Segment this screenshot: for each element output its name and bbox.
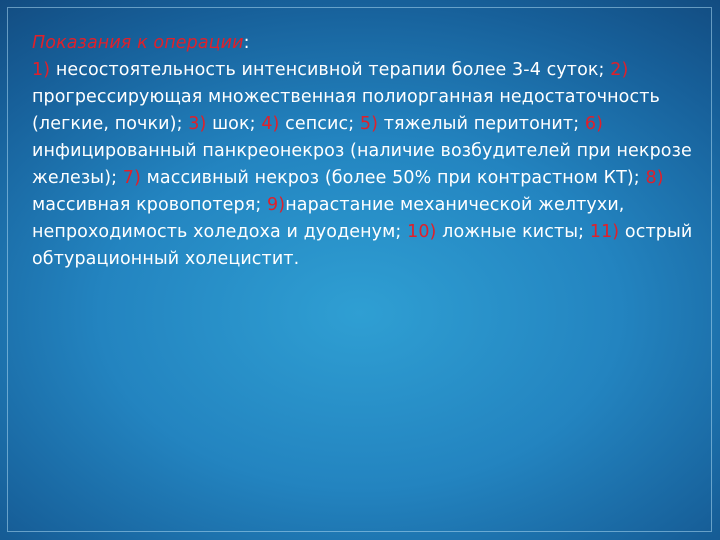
item-number-5: 5)	[359, 114, 379, 134]
item-text-4: сепсис;	[279, 114, 360, 134]
item-text-7: массивный некроз (более 50% при контрастном КТ);	[140, 168, 646, 188]
item-text-6: инфицированный панкреонекроз (наличие возбудителей при некрозе железы);	[32, 141, 692, 188]
item-text-1: несостоятельность интенсивной терапии более 3-4 суток;	[50, 60, 611, 80]
item-text-11: острый обтурационный холецистит.	[32, 222, 693, 269]
item-text-3: шок;	[206, 114, 262, 134]
item-number-9: 9)	[267, 195, 286, 215]
item-number-1: 1)	[32, 60, 51, 80]
item-text-2: прогрессирующая множественная полиорганная недостаточность (легкие, почки);	[32, 87, 660, 134]
item-number-2: 2)	[610, 60, 629, 80]
item-text-5: тяжелый перитонит;	[378, 114, 585, 134]
item-number-10: 10)	[407, 222, 437, 242]
indications-paragraph	[32, 30, 696, 273]
item-text-10: ложные кисты;	[436, 222, 590, 242]
item-number-11: 11)	[589, 222, 620, 242]
item-text-9: нарастание механической желтухи, непроходимость холедоха и дуоденум;	[32, 195, 625, 242]
item-number-3: 3)	[188, 114, 207, 134]
heading-colon: :	[243, 33, 250, 53]
item-number-8: 8)	[645, 168, 664, 188]
item-text-8: массивная кровопотеря;	[32, 195, 268, 215]
item-number-7: 7)	[122, 168, 141, 188]
indications-heading: Показания к операции	[32, 33, 244, 53]
item-number-6: 6)	[584, 114, 604, 134]
item-number-4: 4)	[261, 114, 280, 134]
